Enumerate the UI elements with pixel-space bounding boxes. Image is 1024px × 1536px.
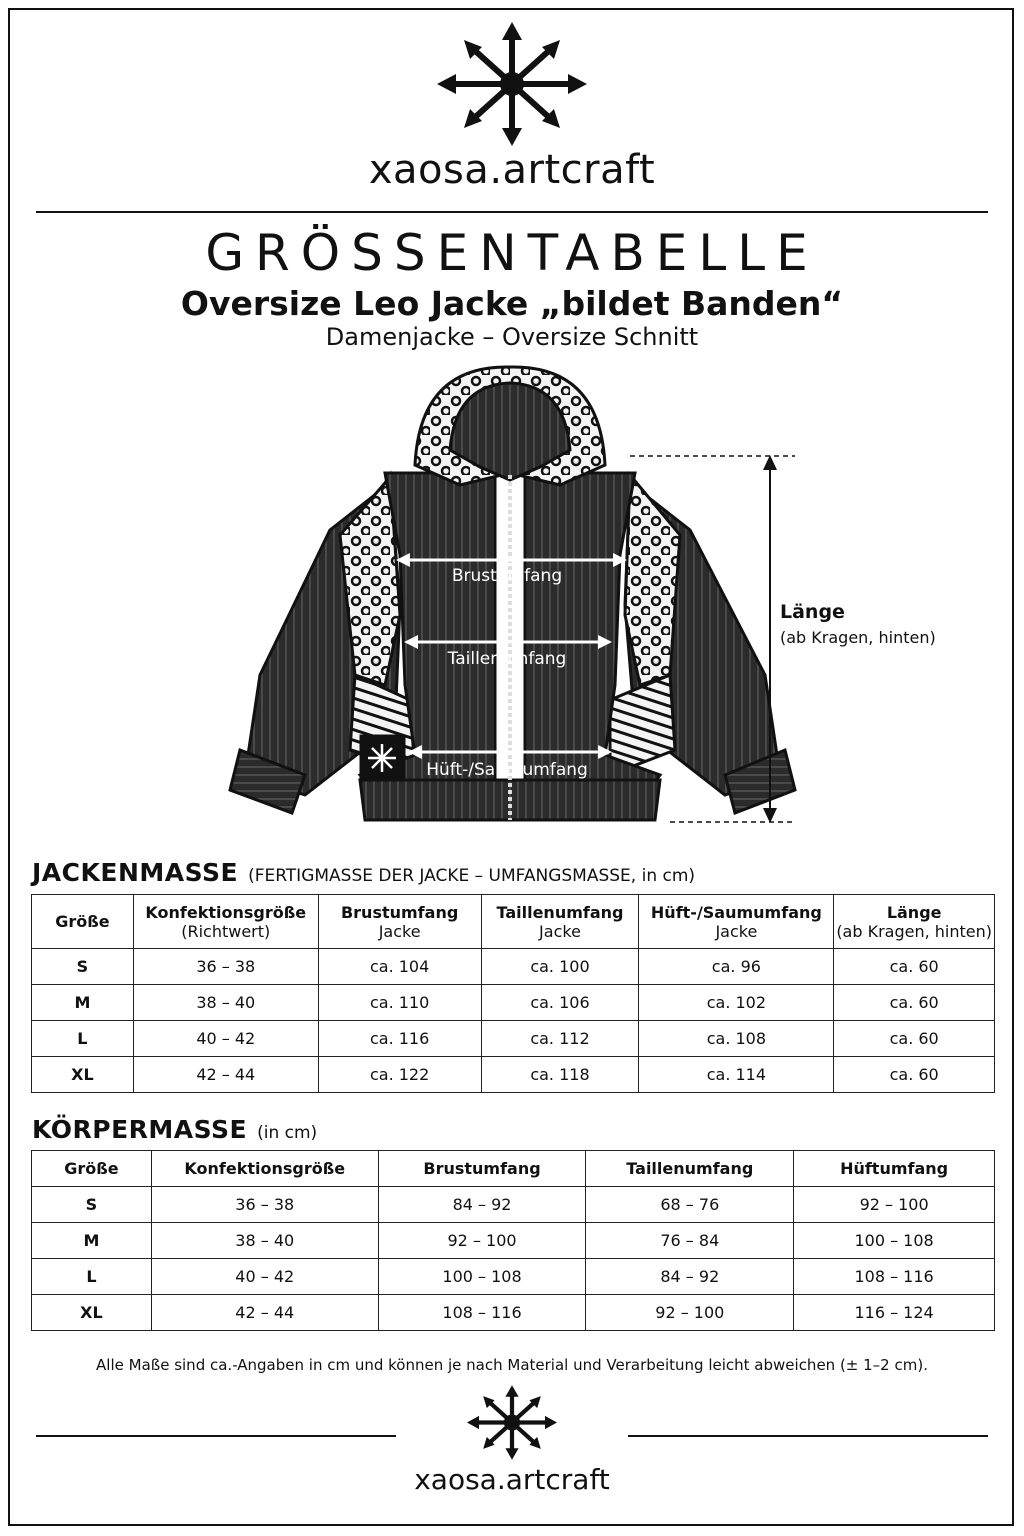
table-row [32, 1187, 995, 1223]
table-cell: 108 – 116 [794, 1259, 995, 1295]
jacket-table-title [32, 858, 695, 887]
body-header-cell: Taillenumfang [586, 1151, 794, 1187]
table-cell: 92 – 100 [794, 1187, 995, 1223]
table-row [32, 1057, 995, 1093]
table-cell: ca. 108 [639, 1021, 834, 1057]
jacket-size-table [31, 894, 995, 1093]
table-cell: ca. 60 [834, 1021, 995, 1057]
table-cell: 76 – 84 [586, 1223, 794, 1259]
table-cell: ca. 60 [834, 1057, 995, 1093]
size-cell: XL [32, 1057, 134, 1093]
size-cell: S [32, 1187, 152, 1223]
body-header-cell: Brustumfang [378, 1151, 586, 1187]
divider [36, 211, 988, 213]
table-cell: ca. 100 [481, 949, 639, 985]
table-cell: ca. 96 [639, 949, 834, 985]
table-cell: 40 – 42 [151, 1259, 378, 1295]
table-cell: ca. 60 [834, 949, 995, 985]
size-cell: M [32, 985, 134, 1021]
table-cell: 42 – 44 [133, 1057, 318, 1093]
table-cell: ca. 114 [639, 1057, 834, 1093]
table-cell: 42 – 44 [151, 1295, 378, 1331]
footer-brand-name: xaosa.artcraft [414, 1463, 610, 1496]
table-row [32, 949, 995, 985]
jacket-table-header-row [32, 895, 995, 949]
table-row [32, 1259, 995, 1295]
table-cell: ca. 116 [318, 1021, 481, 1057]
table-cell: ca. 122 [318, 1057, 481, 1093]
table-cell: ca. 110 [318, 985, 481, 1021]
table-cell: 84 – 92 [378, 1187, 586, 1223]
length-label: Länge [780, 601, 845, 623]
size-cell: L [32, 1021, 134, 1057]
table-cell: ca. 106 [481, 985, 639, 1021]
chaos-star-icon [437, 22, 587, 146]
table-cell: 92 – 100 [586, 1295, 794, 1331]
table-row [32, 985, 995, 1021]
size-cell: XL [32, 1295, 152, 1331]
brand-name: xaosa.artcraft [368, 147, 656, 193]
table-row [32, 1223, 995, 1259]
table-cell: 68 – 76 [586, 1187, 794, 1223]
page-title: GRÖSSENTABELLE [205, 224, 819, 282]
size-cell: S [32, 949, 134, 985]
waist-label: Taillenumfang [447, 649, 567, 669]
table-cell: ca. 102 [639, 985, 834, 1021]
jacket-illustration [210, 355, 940, 830]
length-note: (ab Kragen, hinten) [780, 628, 936, 647]
jacket-header-cell: Größe [32, 895, 134, 949]
table-cell: 92 – 100 [378, 1223, 586, 1259]
body-size-table [31, 1150, 995, 1331]
footer-divider-left [36, 1435, 396, 1437]
table-cell: 40 – 42 [133, 1021, 318, 1057]
table-cell: ca. 104 [318, 949, 481, 985]
product-description: Damenjacke – Oversize Schnitt [325, 323, 699, 351]
jacket-header-cell: Brustumfang Jacke [318, 895, 481, 949]
hip-label: Hüft-/Saumumfang [426, 760, 588, 780]
jacket-header-cell: Länge (ab Kragen, hinten) [834, 895, 995, 949]
body-table-header-row [32, 1151, 995, 1187]
footer-divider-right [628, 1435, 988, 1437]
table-cell: 36 – 38 [133, 949, 318, 985]
size-cell: L [32, 1259, 152, 1295]
table-cell: 108 – 116 [378, 1295, 586, 1331]
chaos-star-icon [467, 1385, 557, 1460]
body-table-title [32, 1115, 317, 1144]
chest-label: Brustumfang [451, 566, 563, 586]
footnote: Alle Maße sind ca.-Angaben in cm und können je nach Material und Verarbeitung leicht abweichen (± 1–2 cm). [96, 1356, 928, 1374]
table-cell: 116 – 124 [794, 1295, 995, 1331]
table-row [32, 1295, 995, 1331]
body-header-cell: Hüftumfang [794, 1151, 995, 1187]
jacket-header-cell: Konfektionsgröße (Richtwert) [133, 895, 318, 949]
table-cell: 100 – 108 [794, 1223, 995, 1259]
table-cell: 100 – 108 [378, 1259, 586, 1295]
table-row [32, 1021, 995, 1057]
table-cell: 36 – 38 [151, 1187, 378, 1223]
table-cell: ca. 118 [481, 1057, 639, 1093]
product-title: Oversize Leo Jacke „bildet Banden“ [180, 284, 844, 323]
jacket-table-heading: JACKENMASSE [32, 858, 239, 887]
table-cell: ca. 60 [834, 985, 995, 1021]
body-table-heading: KÖRPERMASSE [32, 1115, 248, 1144]
table-cell: 38 – 40 [151, 1223, 378, 1259]
body-header-cell: Größe [32, 1151, 152, 1187]
table-cell: 38 – 40 [133, 985, 318, 1021]
jacket-header-cell: Hüft-/Saumumfang Jacke [639, 895, 834, 949]
jacket-table-note: (FERTIGMASSE DER JACKE – UMFANGSMASSE, in cm) [248, 866, 696, 886]
body-table-note: (in cm) [257, 1123, 318, 1143]
size-cell: M [32, 1223, 152, 1259]
table-cell: 84 – 92 [586, 1259, 794, 1295]
jacket-header-cell: Taillenumfang Jacke [481, 895, 639, 949]
table-cell: ca. 112 [481, 1021, 639, 1057]
body-header-cell: Konfektionsgröße [151, 1151, 378, 1187]
